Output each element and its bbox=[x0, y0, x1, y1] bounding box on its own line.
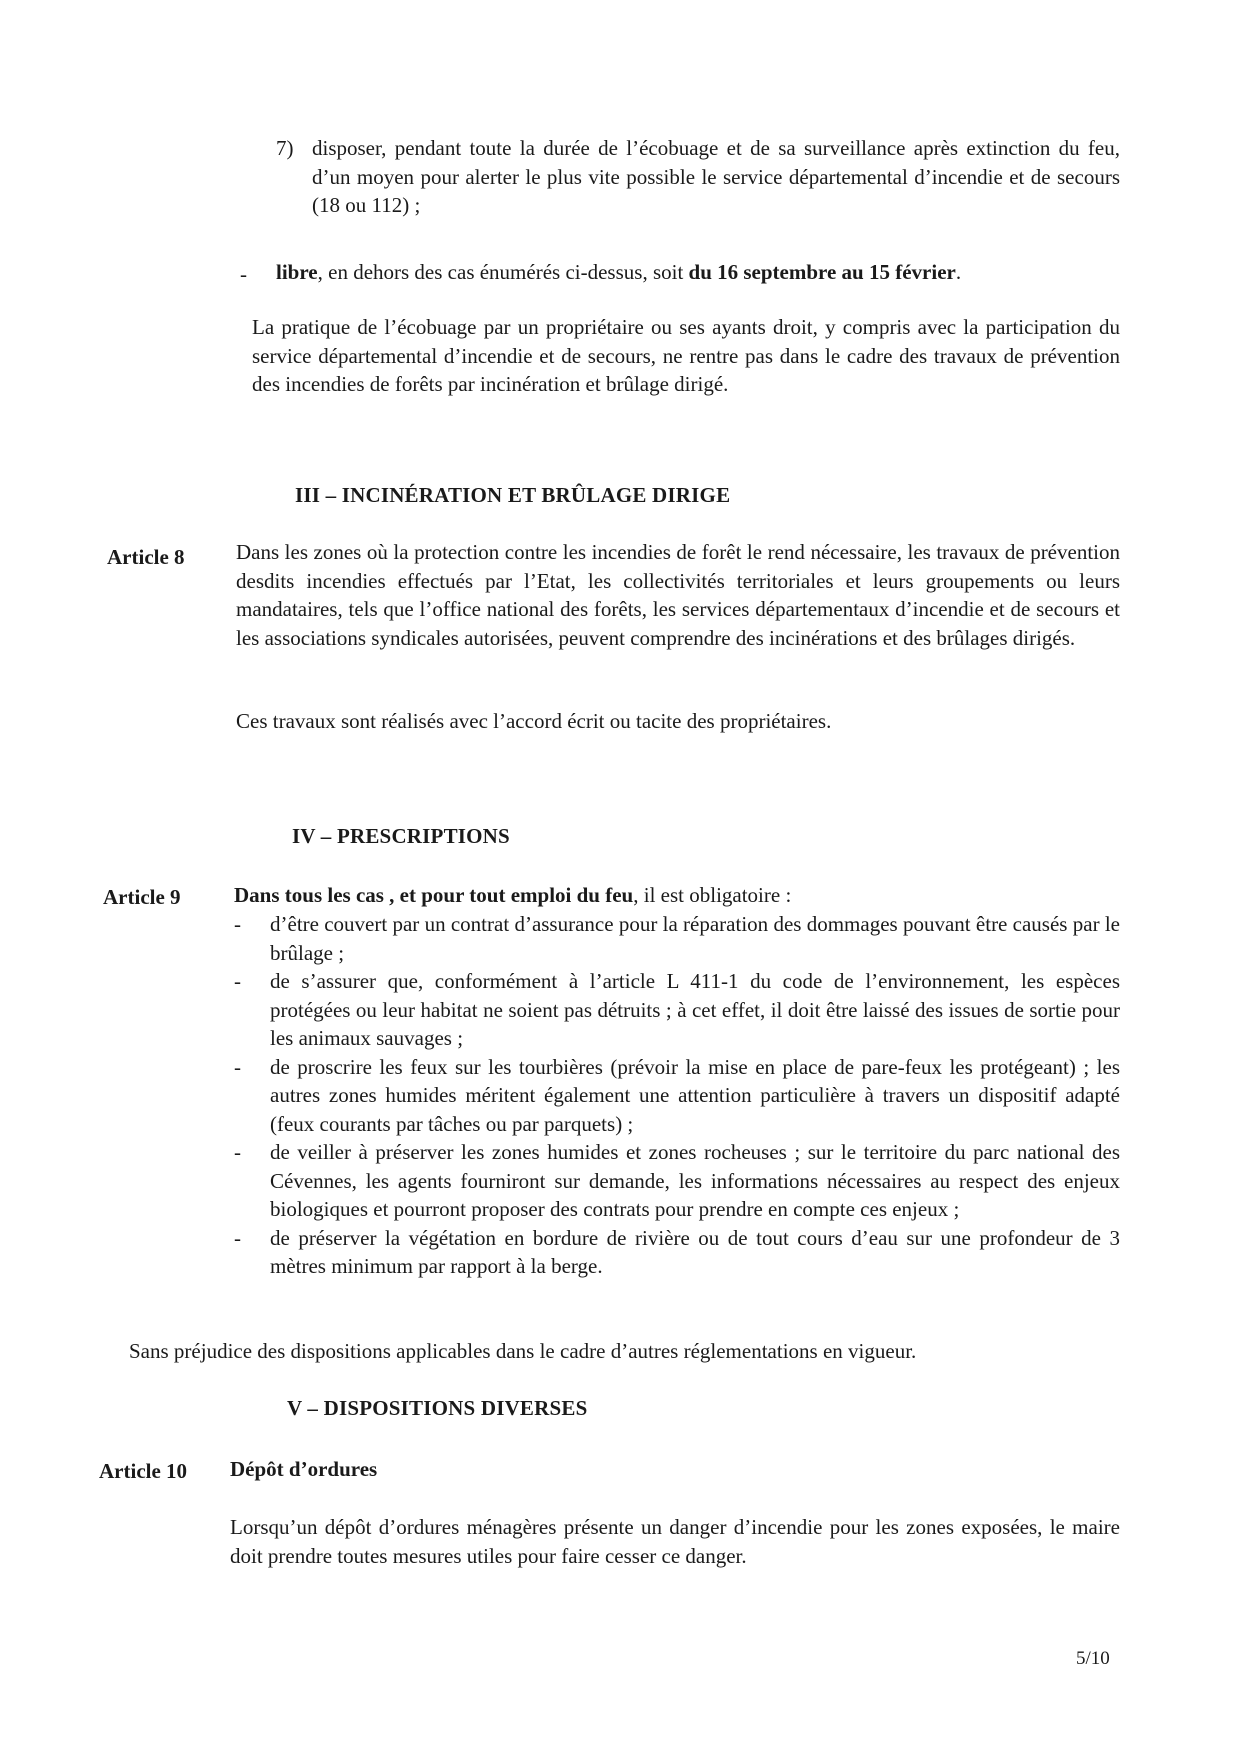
list-item-text: d’être couvert par un contrat d’assurance pour la réparation des dommages pouvant être causés par le brûlage ; bbox=[270, 912, 1120, 965]
list-item bbox=[234, 967, 1120, 1053]
article-9-label: Article 9 bbox=[103, 885, 181, 909]
article-9-intro-bold: Dans tous les cas , et pour tout emploi du feu bbox=[234, 883, 634, 907]
item-number: 7) bbox=[276, 136, 294, 160]
dash: - bbox=[234, 1225, 241, 1250]
libre-text bbox=[276, 258, 1120, 287]
list-item bbox=[234, 1138, 1120, 1224]
article-8-paragraph-1: Dans les zones où la protection contre les incendies de forêt le rend nécessaire, les travaux de prévention desdits incendies effectués par l’Etat, les collectivités territoriales et leurs groupements ou leurs mandataires, tels que l’office national des forêts, les services départementaux d’incendie et de secours et les associations syndicales autorisées, peuvent comprendre des incinérations et des brûlages dirigés. bbox=[236, 540, 1120, 650]
article-8-label: Article 8 bbox=[107, 545, 185, 569]
list-item bbox=[234, 1224, 1120, 1281]
sans-prejudice-paragraph: Sans préjudice des dispositions applicables dans le cadre d’autres réglementations en vigueur. bbox=[129, 1339, 917, 1363]
ecobuage-paragraph: La pratique de l’écobuage par un propriétaire ou ses ayants droit, y compris avec la participation du service départemental d’incendie et de secours, ne rentre pas dans le cadre des travaux de prévention des incendies de forêts par incinération et brûlage dirigé. bbox=[252, 315, 1120, 396]
libre-bold: libre bbox=[276, 260, 318, 284]
article-9-intro bbox=[234, 881, 1120, 910]
dash: - bbox=[240, 262, 247, 286]
dash: - bbox=[234, 1140, 241, 1164]
section-5-title: V – DISPOSITIONS DIVERSES bbox=[287, 1396, 588, 1420]
list-item-text: de veiller à préserver les zones humides et zones rocheuses ; sur le territoire du parc national des Cévennes, les agents fourniront sur demande, les informations nécessaires au respect des enjeux biologiques et pourront proposer des contrats pour prendre en compte ces enjeux ; bbox=[270, 1140, 1120, 1221]
list-item-text: de s’assurer que, conformément à l’article L 411-1 du code de l’environnement, les espèces protégées ou leur habitat ne soient pas détruits ; à cet effet, il doit être laissé des issues de sortie pour les animaux sauvages ; bbox=[270, 969, 1120, 1050]
libre-item bbox=[240, 258, 1120, 287]
dash: - bbox=[234, 1054, 241, 1079]
article-10-paragraph: Lorsqu’un dépôt d’ordures ménagères présente un danger d’incendie pour les zones exposées, le maire doit prendre toutes mesures utiles pour faire cesser ce danger. bbox=[230, 1515, 1120, 1568]
article-10-heading: Dépôt d’ordures bbox=[230, 1457, 378, 1481]
list-item-7 bbox=[276, 134, 1120, 220]
list-item bbox=[234, 1053, 1120, 1139]
libre-end: . bbox=[955, 260, 962, 284]
list-item-text: de préserver la végétation en bordure de rivière ou de tout cours d’eau sur une profondeur de 3 mètres minimum par rapport à la berge. bbox=[270, 1225, 1120, 1278]
list-item-text: de proscrire les feux sur les tourbières (prévoir la mise en place de pare-feux les protégeant) ; les autres zones humides méritent également une attention particulière à travers un dispositif adapté (feux courants par tâches ou par parquets) ; bbox=[270, 1054, 1120, 1136]
libre-rest: , en dehors des cas énumérés ci-dessus, soit bbox=[317, 260, 689, 284]
dash: - bbox=[234, 912, 241, 936]
dash: - bbox=[234, 969, 241, 993]
section-3-title: III – INCINÉRATION ET BRÛLAGE DIRIGE bbox=[295, 483, 731, 507]
article-9-intro-rest: , il est obligatoire : bbox=[633, 883, 792, 907]
item-7-text: disposer, pendant toute la durée de l’écobuage et de sa surveillance après extinction du feu, d’un moyen pour alerter le plus vite possible le service départemental d’incendie et de secours (18 ou 112) ; bbox=[312, 136, 1120, 217]
list-item bbox=[234, 910, 1120, 967]
libre-dates: du 16 septembre au 15 février bbox=[688, 260, 956, 284]
page-number: 5/10 bbox=[1076, 1648, 1110, 1669]
article-8-paragraph-2: Ces travaux sont réalisés avec l’accord écrit ou tacite des propriétaires. bbox=[236, 709, 832, 733]
article-10-label: Article 10 bbox=[99, 1459, 188, 1483]
section-4-title: IV – PRESCRIPTIONS bbox=[292, 824, 510, 848]
article-9-list bbox=[234, 910, 1120, 1281]
